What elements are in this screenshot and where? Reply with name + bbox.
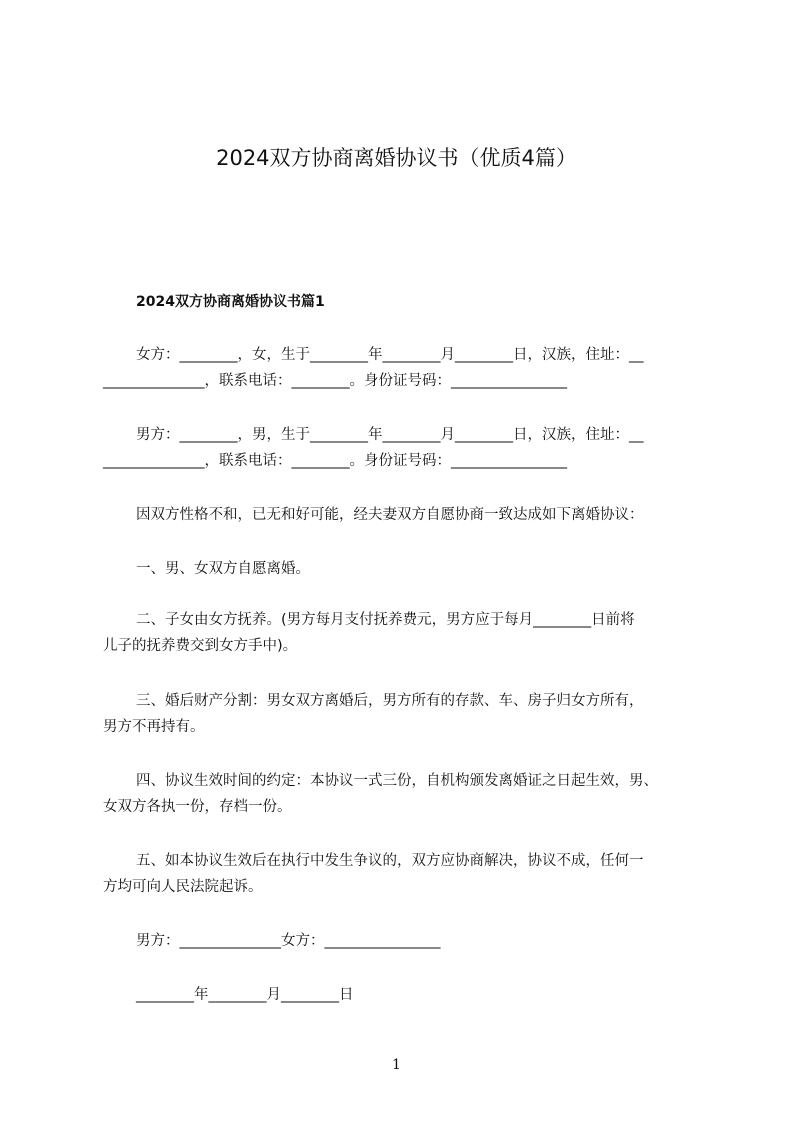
paragraph-clause-3 — [103, 688, 703, 740]
paragraph-line: 男方不再持有。 — [103, 719, 205, 735]
paragraph-reason — [103, 502, 703, 528]
signature-line: 男方：______________女方：________________ — [136, 933, 441, 949]
paragraph-line: 儿子的抚养费交到女方手中)。 — [103, 638, 298, 654]
paragraph-line: ______________，联系电话：________。身份证号码：________________ — [103, 373, 567, 389]
paragraph-clause-1 — [103, 556, 703, 582]
paragraph-clause-2 — [103, 607, 703, 659]
paragraph-line: 一、男、女双方自愿离婚。 — [136, 561, 310, 577]
paragraph-line: 五、如本协议生效后在执行中发生争议的，双方应协商解决，协议不成，任何一 — [136, 853, 644, 869]
page-number: 1 — [392, 1057, 401, 1073]
paragraph-line: 二、子女由女方抚养。(男方每月支付抚养费元，男方应于每月________日前将 — [136, 612, 635, 628]
paragraph-clause-4 — [103, 768, 703, 820]
paragraph-clause-5 — [103, 848, 703, 900]
paragraph-line: 方均可向人民法院起诉。 — [103, 879, 263, 895]
paragraph-male-party — [103, 422, 703, 474]
paragraph-line: 女双方各执一份，存档一份。 — [103, 799, 292, 815]
section-heading: 2024双方协商离婚协议书篇1 — [136, 294, 325, 310]
paragraph-line: 三、婚后财产分割：男女双方离婚后，男方所有的存款、车、房子归女方所有， — [136, 693, 644, 709]
paragraph-female-party — [103, 342, 703, 394]
paragraph-line: 女方：________，女，生于________年________月________日，汉族，住址：__ — [136, 347, 644, 363]
date-line: ________年________月________日 — [136, 987, 354, 1003]
document-title: 2024双方协商离婚协议书（优质4篇） — [216, 146, 577, 170]
paragraph-line: 因双方性格不和，已无和好可能，经夫妻双方自愿协商一致达成如下离婚协议： — [136, 507, 644, 523]
paragraph-line: 男方：________，男，生于________年________月________日，汉族，住址：__ — [136, 427, 644, 443]
paragraph-line: 四、协议生效时间的约定：本协议一式三份，自机构颁发离婚证之日起生效，男、 — [136, 773, 658, 789]
paragraph-line: ______________，联系电话：________。身份证号码：________________ — [103, 453, 567, 469]
